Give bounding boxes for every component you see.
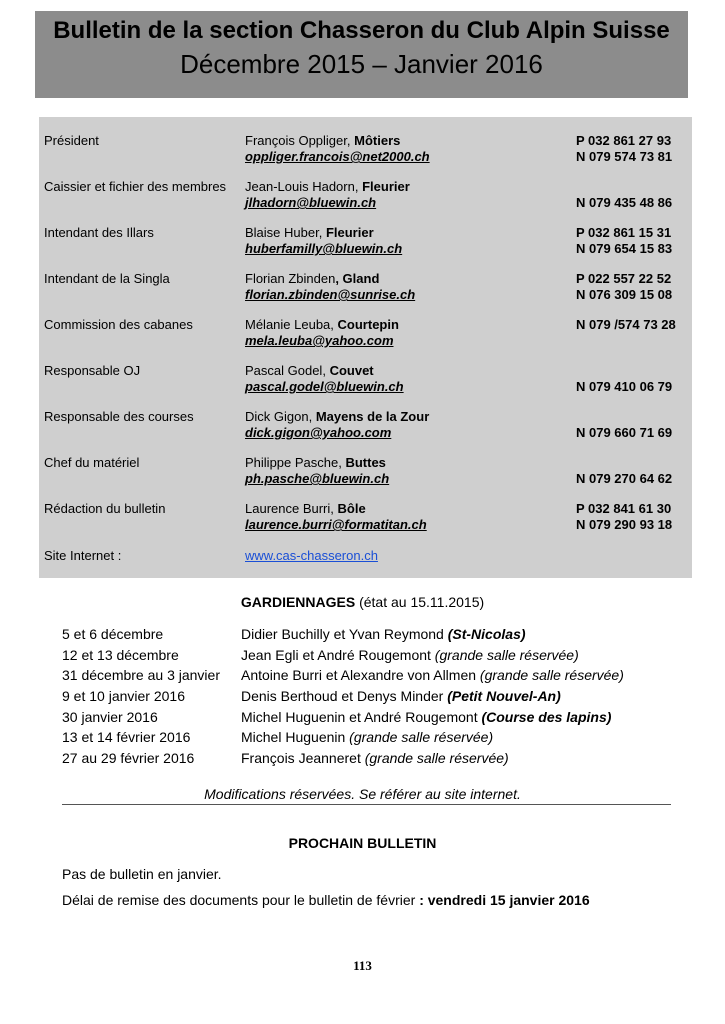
contact-row <box>39 363 692 403</box>
prochain-bulletin-title: PROCHAIN BULLETIN <box>288 835 437 851</box>
gardien-names: François Jeanneret <box>241 750 365 766</box>
gardiennage-note: (St-Nicolas) <box>447 626 526 642</box>
bulletin-title: Bulletin de la section Chasseron du Club Alpin Suisse <box>53 17 670 44</box>
contact-phone: P 032 861 27 93 <box>576 133 672 148</box>
contact-mobile: N 079 654 15 83 <box>576 241 673 256</box>
gardiennage-row <box>62 686 682 707</box>
contact-role: Caissier et fichier des membres <box>44 179 227 194</box>
contact-email[interactable]: jlhadorn@bluewin.ch <box>245 195 377 210</box>
gardiennage-date: 12 et 13 décembre <box>62 647 179 663</box>
divider <box>62 804 671 805</box>
gardiennage-names <box>241 645 579 665</box>
contact-person <box>245 409 429 425</box>
contact-place: Fleurier <box>325 225 374 240</box>
gardiennage-names <box>241 707 611 727</box>
contact-place: Courtepin <box>337 317 399 332</box>
contact-name: François Oppliger, <box>245 133 351 148</box>
contact-row <box>39 501 692 541</box>
contact-name: Jean-Louis Hadorn, <box>245 179 359 194</box>
gardiennage-row <box>62 707 682 728</box>
contact-row <box>39 409 692 449</box>
gardien-names: Antoine Burri et Alexandre von Allmen <box>241 667 480 683</box>
contact-mobile: N 076 309 15 08 <box>576 287 673 302</box>
page-number: 113 <box>353 958 372 973</box>
gardien-names: Jean Egli et André Rougemont <box>241 647 435 663</box>
contact-person <box>245 363 374 379</box>
prochain-line-1: Pas de bulletin en janvier. <box>62 866 222 882</box>
contact-person <box>245 455 386 471</box>
gardien-names: Michel Huguenin et André Rougemont <box>241 709 482 725</box>
contact-phone: P 032 861 15 31 <box>576 225 672 240</box>
contact-person <box>245 225 374 241</box>
gardiennage-note: (grande salle réservée) <box>349 729 494 745</box>
gardiennage-date: 31 décembre au 3 janvier <box>62 667 220 683</box>
gardiennages-title <box>0 594 725 610</box>
contact-name: Mélanie Leuba, <box>245 317 334 332</box>
contact-person <box>245 179 410 195</box>
contact-place: Buttes <box>345 455 386 470</box>
gardien-names: Didier Buchilly et Yvan Reymond <box>241 626 448 642</box>
contact-row <box>39 179 692 219</box>
contact-row <box>39 271 692 311</box>
contact-email[interactable]: ph.pasche@bluewin.ch <box>245 471 390 486</box>
gardiennage-date: 5 et 6 décembre <box>62 626 164 642</box>
gardiennages-date-note: (état au 15.11.2015) <box>355 594 485 610</box>
gardiennage-note: (grande salle réservée) <box>479 667 624 683</box>
contact-mobile: N 079 574 73 81 <box>576 149 673 164</box>
contact-role: Commission des cabanes <box>44 317 193 332</box>
gardiennage-date: 27 au 29 février 2016 <box>62 750 195 766</box>
contact-email[interactable]: oppliger.francois@net2000.ch <box>245 149 430 164</box>
contact-row <box>39 317 692 357</box>
contact-place: Couvet <box>329 363 374 378</box>
website-row <box>39 548 692 588</box>
gardiennage-date: 30 janvier 2016 <box>62 709 158 725</box>
contacts-table <box>39 117 692 578</box>
contact-place: , Gland <box>335 271 380 286</box>
gardiennage-names <box>241 665 624 685</box>
contact-email[interactable]: huberfamilly@bluewin.ch <box>245 241 403 256</box>
contact-role: Rédaction du bulletin <box>44 501 166 516</box>
contact-email[interactable]: florian.zbinden@sunrise.ch <box>245 287 416 302</box>
gardiennages-heading: GARDIENNAGES <box>240 594 356 610</box>
gardiennage-note: (Petit Nouvel-An) <box>447 688 561 704</box>
contact-mobile: N 079 270 64 62 <box>576 471 673 486</box>
website-link[interactable]: www.cas-chasseron.ch <box>245 548 378 563</box>
gardiennage-row <box>62 665 682 686</box>
contact-place: Fleurier <box>362 179 410 194</box>
contact-name: Philippe Pasche, <box>245 455 342 470</box>
contact-place: Môtiers <box>354 133 401 148</box>
gardiennage-date: 13 et 14 février 2016 <box>62 729 191 745</box>
contact-person <box>245 271 379 287</box>
contact-email[interactable]: dick.gigon@yahoo.com <box>245 425 392 440</box>
contact-role: Responsable des courses <box>44 409 194 424</box>
gardiennage-note: (grande salle réservée) <box>434 647 579 663</box>
bulletin-period: Décembre 2015 – Janvier 2016 <box>180 49 543 79</box>
contact-place: Mayens de la Zour <box>315 409 430 424</box>
deadline-text: Délai de remise des documents pour le bulletin de février <box>62 892 420 908</box>
contact-phone: N 079 /574 73 28 <box>576 317 676 332</box>
contact-mobile: N 079 410 06 79 <box>576 379 673 394</box>
contact-role: Intendant de la Singla <box>44 271 170 286</box>
contact-role: Intendant des Illars <box>44 225 154 240</box>
contact-name: Pascal Godel, <box>245 363 326 378</box>
contact-mobile: N 079 435 48 86 <box>576 195 673 210</box>
contact-name: Blaise Huber, <box>245 225 323 240</box>
gardiennage-names <box>241 748 509 768</box>
gardiennage-names <box>241 727 493 747</box>
contact-email[interactable]: mela.leuba@yahoo.com <box>245 333 394 348</box>
prochain-line-2 <box>62 892 590 908</box>
gardiennage-row <box>62 624 682 645</box>
modifications-note: Modifications réservées. Se référer au site internet. <box>204 786 521 802</box>
contact-mobile: N 079 660 71 69 <box>576 425 673 440</box>
contact-row <box>39 133 692 173</box>
contact-row <box>39 455 692 495</box>
contact-email[interactable]: laurence.burri@formatitan.ch <box>245 517 427 532</box>
contact-person <box>245 317 399 333</box>
contact-role: Président <box>44 133 99 148</box>
website-label: Site Internet : <box>44 548 122 563</box>
gardiennage-names <box>241 624 526 644</box>
bulletin-header <box>35 11 688 98</box>
contact-phone: P 022 557 22 52 <box>576 271 672 286</box>
contact-place: Bôle <box>337 501 366 516</box>
contact-person <box>245 133 400 149</box>
contact-role: Responsable OJ <box>44 363 141 378</box>
gardiennage-note: (Course des lapins) <box>481 709 612 725</box>
gardiennage-row <box>62 727 682 748</box>
deadline-date: : vendredi 15 janvier 2016 <box>419 892 590 908</box>
contact-mobile: N 079 290 93 18 <box>576 517 673 532</box>
contact-name: Laurence Burri, <box>245 501 334 516</box>
contact-row <box>39 225 692 265</box>
gardiennage-row <box>62 748 682 769</box>
gardiennage-row <box>62 645 682 666</box>
contact-role: Chef du matériel <box>44 455 140 470</box>
contact-person <box>245 501 366 517</box>
contact-phone: P 032 841 61 30 <box>576 501 672 516</box>
gardien-names: Denis Berthoud et Denys Minder <box>241 688 448 704</box>
contact-name: Dick Gigon, <box>245 409 313 424</box>
gardiennage-note: (grande salle réservée) <box>364 750 509 766</box>
gardien-names: Michel Huguenin <box>241 729 350 745</box>
gardiennage-date: 9 et 10 janvier 2016 <box>62 688 185 704</box>
contact-name: Florian Zbinden <box>245 271 336 286</box>
gardiennage-names <box>241 686 561 706</box>
contact-email[interactable]: pascal.godel@bluewin.ch <box>245 379 404 394</box>
